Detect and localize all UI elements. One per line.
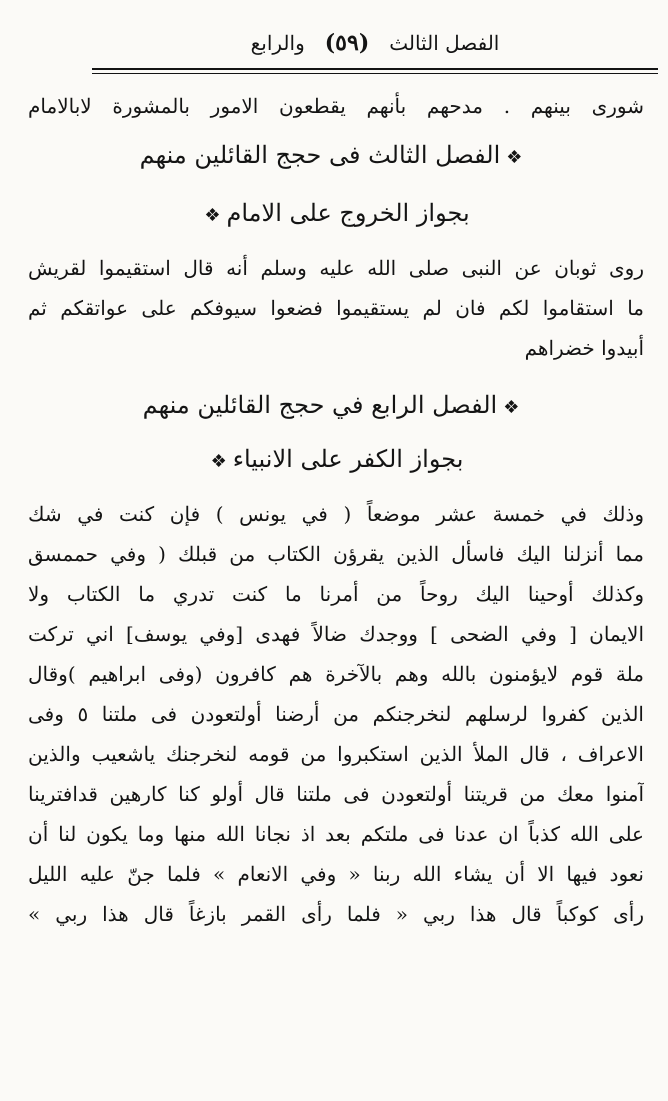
ornament-icon: ❖ <box>506 147 523 168</box>
ornament-icon: ❖ <box>204 205 221 226</box>
header-rule-thin <box>92 73 658 74</box>
text-line: نعود فيها الا أن يشاء الله ربنا « وفي الانعام » فلما جنّ عليه الليل <box>28 862 644 886</box>
heading-text: الفصل الرابع في حجج القائلين منهم <box>142 391 498 419</box>
text-line: أبيدوا خضراهم <box>524 336 644 360</box>
heading-text: الفصل الثالث فى حجج القائلين منهم <box>139 141 501 169</box>
section-heading-3-line2 <box>60 196 608 233</box>
text-line: رأى كوكباً قال هذا ربي « فلما رأى القمر بازغاً قال هذا ربي » <box>28 902 644 926</box>
header-chapter-title-cont: والرابع <box>250 31 305 55</box>
text-line: ملة قوم لايؤمنون بالله وهم بالآخرة هم كافرون (وفى ابراهيم )وقال <box>28 662 644 686</box>
text-line: وكذلك أوحينا اليك روحاً من أمرنا ما كنت تدري ما الكتاب ولا <box>28 582 644 606</box>
text-line: الذين كفروا لرسلهم لنخرجنكم من أرضنا أولتعودن فى ملتنا ٥ وفى <box>28 702 644 726</box>
section-heading-4-line2 <box>60 442 608 479</box>
ornament-icon: ❖ <box>503 397 520 418</box>
header-rule-thick <box>92 68 658 70</box>
section-heading-3-line1 <box>60 138 608 175</box>
ornament-icon: ❖ <box>210 451 227 472</box>
text-line: ما استقاموا لكم فان لم يستقيموا فضعوا سيوفكم على عواتقكم ثم <box>28 296 644 320</box>
heading-text: بجواز الخروج على الامام <box>226 199 470 227</box>
heading-text: بجواز الكفر على الانبياء <box>232 445 464 473</box>
text-line: الاعراف ، قال الملأ الذين استكبروا من قومه لنخرجنك ياشعيب والذين <box>28 742 644 766</box>
text-line: آمنوا معك من قريتنا أولتعودن فى ملتنا قال أولو كنا كارهين قدافترينا <box>28 782 644 806</box>
text-line: الايمان [ وفي الضحى ] ووجدك ضالاً فهدى [وفي يوسف] اني تركت <box>28 622 644 646</box>
running-header <box>95 30 655 64</box>
page-number: (٥٩) <box>324 30 370 56</box>
text-line: شورى بينهم . مدحهم بأنهم يقطعون الامور بالمشورة لابالامام <box>28 94 644 118</box>
text-line: روى ثوبان عن النبى صلى الله عليه وسلم أنه قال استقيموا لقريش <box>28 256 644 280</box>
header-chapter-title: الفصل الثالث <box>389 31 500 55</box>
text-line: وذلك في خمسة عشر موضعاً ( في يونس ) فإن كنت في شك <box>28 502 644 526</box>
text-line: على الله كذباً ان عدنا فى ملتكم بعد اذ نجانا الله منها وما يكون لنا أن <box>28 822 644 846</box>
text-line: مما أنزلنا اليك فاسأل الذين يقرؤن الكتاب من قبلك ( وفي حممسق <box>28 542 644 566</box>
section-heading-4-line1 <box>60 388 608 425</box>
